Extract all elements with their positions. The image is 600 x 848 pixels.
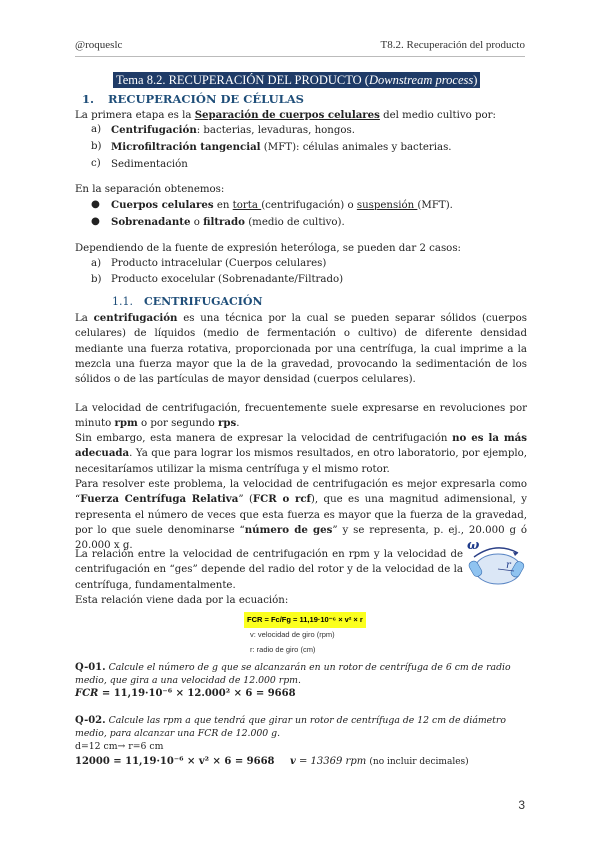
list-marker: b) bbox=[91, 141, 102, 152]
case-text: Producto intracelular (Cuerpos celulares) bbox=[111, 258, 327, 269]
bullet-text: o bbox=[190, 217, 204, 228]
p4-text-b: ” ( bbox=[238, 494, 253, 506]
list-marker: c) bbox=[91, 158, 101, 169]
centrifuge-rotor-figure bbox=[466, 537, 526, 589]
p3-text-a: Sin embargo, esta manera de expresar la velocidad de centrifugación bbox=[75, 433, 453, 444]
p2-text-c: . bbox=[236, 418, 240, 430]
paragraph-however bbox=[75, 431, 527, 477]
title-main: Tema 8.2. RECUPERACIÓN DEL PRODUCTO ( bbox=[116, 73, 369, 87]
intro-paragraph bbox=[75, 108, 527, 123]
cases-intro: Dependiendo de la fuente de expresión heteróloga, se pueden dar 2 casos: bbox=[75, 243, 461, 254]
header-section: T8.2. Recuperación del producto bbox=[380, 39, 525, 51]
p3-bold: no es la más adecuada bbox=[75, 432, 527, 460]
omega-label: ω bbox=[467, 538, 480, 553]
p2-bold-rps: rps bbox=[217, 417, 237, 430]
case-text: Producto exocelular (Sobrenadante/Filtrado) bbox=[111, 274, 344, 285]
p1-text-a: La bbox=[75, 313, 94, 324]
page-number: 3 bbox=[518, 798, 525, 812]
header-author: @roqueslc bbox=[75, 39, 123, 51]
method-name: Centrifugación bbox=[111, 124, 197, 136]
paragraph-fcr bbox=[75, 477, 527, 553]
list-item bbox=[75, 140, 527, 155]
list-item bbox=[75, 257, 527, 271]
p4-bold-fcr-abbr: FCR o rcf bbox=[252, 493, 311, 506]
answer-var: v bbox=[290, 756, 296, 767]
intro-text-b: del medio cultivo por: bbox=[379, 110, 496, 121]
section-title: CENTRIFUGACIÓN bbox=[144, 295, 263, 308]
p2-text-b: o por segundo bbox=[137, 418, 218, 430]
question-1-equation bbox=[75, 687, 527, 701]
page-title bbox=[113, 72, 480, 88]
obtain-list bbox=[75, 198, 527, 230]
p2-text-a: La velocidad de centrifugación, frecuentemente suele expresarse en revoluciones por minuto bbox=[75, 403, 527, 430]
p1-text-b: es una técnica por la cual se pueden separar sólidos (cuerpos celulares) de líquidos (medio de fermentación o cultivo) de diferente densidad mediante una fuerza rotativa, proporcionada por una centrífuga, la cual imprime a la mezcla una fuerza mayor que la de la gravedad, provocando la sedimentación de los sólidos o de las partículas de mayor densidad (cuerpos celulares). bbox=[75, 313, 528, 386]
question-text: Calcule el número de g que se alcanzarán en un rotor de centrífuga de 6 cm de radio medio, que gira a una velocidad de 12.000 rpm. bbox=[75, 662, 511, 686]
question-2-answer bbox=[290, 755, 530, 769]
list-item bbox=[75, 157, 527, 172]
p3-text-b: . Ya que para lograr los mismos resultados, en otro laboratorio, por ejemplo, necesitaríamos utilizar la misma centrífuga y el mismo rotor. bbox=[75, 448, 527, 475]
cases-list bbox=[75, 257, 527, 287]
eq-lhs: FCR bbox=[75, 688, 99, 699]
p2-bold-rpm: rpm bbox=[114, 417, 138, 430]
title-close: ) bbox=[473, 73, 478, 87]
answer-note: (no incluir decimales) bbox=[369, 757, 469, 767]
bullet-icon: ● bbox=[91, 199, 100, 210]
list-marker: a) bbox=[91, 124, 102, 135]
question-label: Q-01. bbox=[75, 662, 106, 673]
bullet-text: (MFT). bbox=[417, 200, 453, 211]
section-heading-1-1 bbox=[112, 295, 263, 309]
legend-velocity: v: velocidad de giro (rpm) bbox=[250, 630, 335, 639]
list-marker: a) bbox=[91, 258, 102, 269]
paragraph-centrifugation bbox=[75, 311, 527, 387]
intro-text-a: La primera etapa es la bbox=[75, 110, 195, 121]
question-label: Q-02. bbox=[75, 715, 106, 726]
bullet-underlined: suspensión bbox=[356, 200, 418, 211]
method-desc: Sedimentación bbox=[111, 159, 188, 170]
p1-bold: centrifugación bbox=[93, 312, 178, 324]
bullet-bold: filtrado bbox=[203, 216, 245, 228]
p4-text-c: ), que es una magnitud adimensional, y representa el número de veces que esta fuerza es mayor que la fuerza de la gravedad, por lo que suele denominarse “ bbox=[75, 494, 528, 536]
section-heading-1 bbox=[82, 92, 304, 106]
eq-full: 12000 = 11,19·10⁻⁶ × v² × 6 = 9668 bbox=[75, 756, 275, 767]
fcr-formula-highlight: FCR = Fc/Fg = 11,19·10⁻⁶ × v² × r bbox=[244, 612, 366, 628]
paragraph-equation-intro: Esta relación viene dada por la ecuación: bbox=[75, 595, 289, 606]
methods-list bbox=[75, 123, 527, 172]
method-name: Microfiltración tangencial bbox=[111, 141, 261, 153]
section-number: 1. bbox=[82, 92, 95, 106]
p4-text-d: ” y se representa, p. ej., 20.000 g ó 20.000 x g. bbox=[75, 524, 527, 552]
list-item bbox=[75, 123, 527, 138]
bullet-underlined: torta bbox=[232, 200, 262, 211]
bullet-bold: Cuerpos celulares bbox=[111, 199, 214, 211]
question-text: Calcule las rpm a que tendrá que girar un rotor de centrífuga de 12 cm de diámetro medio, para alcanzar una FCR de 12.000 g. bbox=[75, 715, 506, 739]
answer-value: = 13369 rpm bbox=[299, 756, 367, 767]
eq-rhs: = 11,19·10⁻⁶ × 12.000² × 6 = 9668 bbox=[101, 688, 296, 699]
paragraph-speed bbox=[75, 401, 527, 432]
list-item bbox=[75, 215, 527, 230]
p4-bold-ges: número de ges bbox=[244, 523, 333, 536]
intro-underlined: Separación de cuerpos celulares bbox=[194, 109, 380, 121]
p4-text-a: Para resolver este problema, la velocidad de centrifugación es mejor expresarla como “ bbox=[75, 479, 527, 506]
bullet-icon: ● bbox=[91, 216, 100, 227]
obtain-text: En la separación obtenemos: bbox=[75, 184, 225, 195]
p4-bold-fcr-name: Fuerza Centrífuga Relativa bbox=[80, 493, 239, 506]
method-desc: : bacterias, levaduras, hongos. bbox=[196, 125, 355, 136]
legend-radius: r: radio de giro (cm) bbox=[250, 645, 316, 654]
title-italic: Downstream process bbox=[368, 73, 474, 87]
header-rule bbox=[75, 56, 525, 57]
question-2 bbox=[75, 714, 527, 740]
list-item bbox=[75, 273, 527, 287]
bullet-text: (centrifugación) o bbox=[261, 200, 357, 211]
section-title: RECUPERACIÓN DE CÉLULAS bbox=[108, 92, 304, 106]
method-desc: (MFT): células animales y bacterias. bbox=[260, 142, 452, 153]
bullet-text: en bbox=[213, 200, 233, 211]
section-number: 1.1. bbox=[112, 295, 133, 308]
question-2-given: d=12 cm→ r=6 cm bbox=[75, 741, 164, 752]
list-item bbox=[75, 198, 527, 213]
radius-label: r bbox=[506, 560, 511, 571]
paragraph-relation: La relación entre la velocidad de centrifugación en rpm y la velocidad de centrifugación en “ges” depende del radio del rotor y de la velocidad de la centrífuga, fundamentalmente. bbox=[75, 549, 463, 591]
list-marker: b) bbox=[91, 274, 102, 285]
bullet-text: (medio de cultivo). bbox=[244, 217, 345, 228]
question-1 bbox=[75, 661, 527, 687]
bullet-bold: Sobrenadante bbox=[111, 216, 191, 228]
